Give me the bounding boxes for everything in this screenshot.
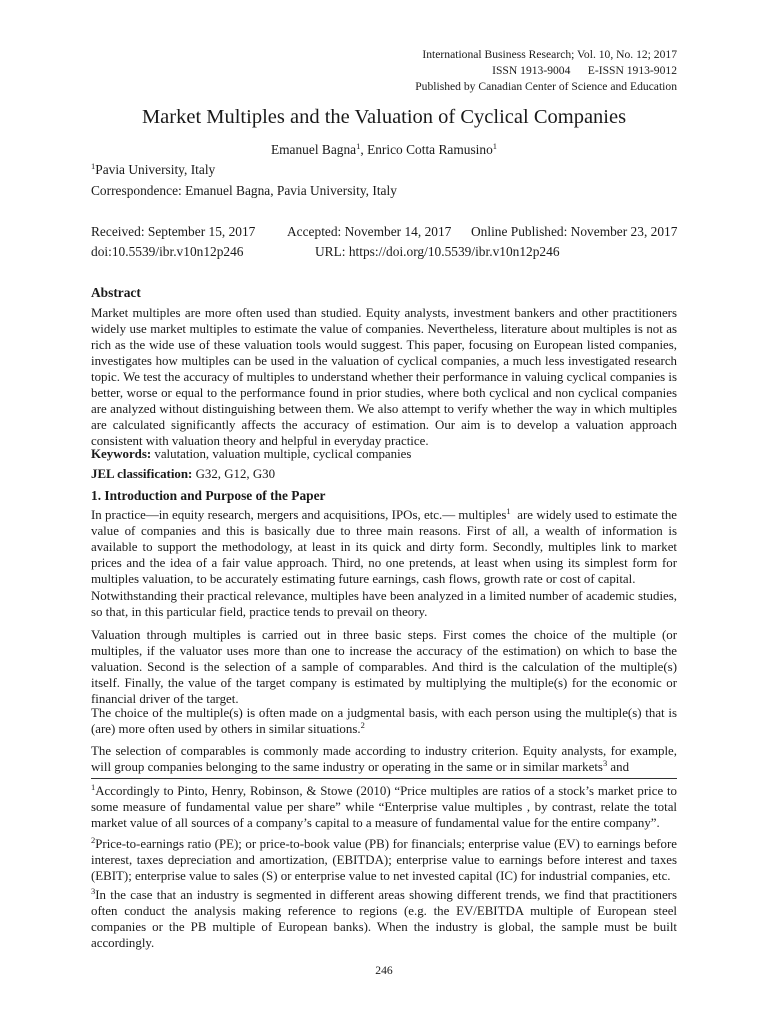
paragraph-text: are widely used to estimate the value of companies and this is basically due to three main reasons. First of all, a wealth of information is available to support the methodology, at least in its quick and dirty form. Secondly, multiples link to market prices and the idea of a fair value approach. Third, no one pretends, at least when using its simplest form for multiples valuation, to be accurately estimating future earnings, cash flows, growth rate or cost of capital. [91, 508, 681, 586]
author-name: Emanuel Bagna [270, 142, 357, 157]
jel-classification [91, 466, 275, 483]
page-number: 246 [375, 964, 393, 977]
footnote-number: 2 [91, 835, 96, 845]
section-heading: 1. Introduction and Purpose of the Paper [91, 488, 326, 503]
affiliation-text: Pavia University, Italy [95, 162, 216, 177]
doi-url[interactable]: URL: https://doi.org/10.5539/ibr.v10n12p246 [315, 244, 560, 259]
footnote-mark: 1 [506, 506, 511, 516]
author-name: Enrico Cotta Ramusino [367, 142, 493, 157]
footnote-mark: 2 [360, 720, 365, 730]
author-list [91, 141, 677, 158]
footnote-divider [91, 778, 677, 779]
paragraph [91, 705, 677, 737]
journal-publisher-line: Published by Canadian Center of Science and Education [415, 80, 677, 93]
journal-header [415, 47, 677, 95]
received-date: Received: September 15, 2017 [91, 224, 256, 239]
affiliation [91, 161, 215, 178]
footnote-number: 1 [91, 782, 96, 792]
paragraph [91, 506, 681, 587]
journal-issn-line: ISSN 1913-9004 E-ISSN 1913-9012 [492, 64, 677, 77]
published-date: Online Published: November 23, 2017 [471, 224, 678, 239]
paragraph-text: The choice of the multiple(s) is often made on a judgmental basis, with each person using the multiple(s) that is (are) more often used by others in similar situations. [91, 706, 677, 736]
jel-label: JEL classification: [91, 467, 193, 481]
affiliation-mark: 1 [91, 161, 96, 171]
footnote [91, 783, 677, 831]
paragraph-text: and [607, 760, 630, 774]
paragraph: Valuation through multiples is carried out in three basic steps. First comes the choice of the multiple (or multiples, if the valuator uses more than one to increase the accuracy of the estimation) on which to base the valuation. Second is the selection of a sample of comparables. And third is the calculation of the multiple(s) itself. Finally, the value of the target company is estimated by multiplying the multiple(s) for the economic or financial driver of the target. [91, 628, 677, 706]
journal-volume-line: International Business Research; Vol. 10, No. 12; 2017 [422, 48, 677, 61]
footnote-mark: 3 [602, 758, 608, 768]
accepted-date: Accepted: November 14, 2017 [287, 224, 452, 239]
footnote [91, 887, 677, 951]
footnote-number: 3 [91, 886, 96, 896]
paragraph-text: In practice—in equity research, mergers and acquisitions, IPOs, etc.— multiples [91, 508, 507, 522]
author-separator: , [360, 142, 368, 157]
doi: doi:10.5539/ibr.v10n12p246 [91, 244, 244, 259]
keywords [91, 446, 411, 463]
footnote-text: In the case that an industry is segmented in different areas showing different trends, we find that practitioners often conduct the analysis making reference to regions (e.g. the EV/EBITDA multiple of European steel companies or the PB multiple of European banks). When the industry is global, the sample must be built accordingly. [91, 888, 677, 950]
keywords-label: Keywords: [91, 447, 152, 461]
correspondence: Correspondence: Emanuel Bagna, Pavia University, Italy [91, 183, 397, 198]
abstract-text: Market multiples are more often used than studied. Equity analysts, investment bankers and other practitioners widely use market multiples to estimate the value of companies. Nevertheless, literature about multiples is not as rich as the wide use of these valuation tools would suggest. This paper, focusing on European listed companies, investigates how multiples can be used in the valuation of cyclical companies, a much less investigated research topic. We test the accuracy of multiples to understand whether their performance in valuing cyclical companies is better, worse or equal to the performance found in prior studies, where both cyclical and non cyclical companies are analyzed without distinguishing between them. We also attempt to verify whether the way in which multiples are calculated significantly affects the accuracy of estimation. Our aim is to develop a valuation approach consistent with valuation theory and helpful in everyday practice. [91, 306, 677, 448]
footnote-text: Price-to-earnings ratio (PE); or price-to-book value (PB) for financials; enterprise value (EV) to earnings before interest, taxes depreciation and amortization, (EBITDA); enterprise value to earnings before interest and taxes (EBIT); enterprise value to sales (S) or enterprise value to net invested capital (IC) for industrial companies, etc. [91, 837, 677, 883]
paragraph [91, 743, 677, 775]
footnote-text: Accordingly to Pinto, Henry, Robinson, & Stowe (2010) “Price multiples are ratios of a stock’s market price to some measure of fundamental value per share” while “Enterprise value multiples , by contrast, relate the total market value of all sources of a company’s capital to a measure of fundamental value for the entire company”. [91, 784, 677, 830]
paper-page [91, 0, 681, 1024]
paragraph-text: The selection of comparables is commonly made according to industry criterion. Equity analysts, for example, will group companies belonging to the same industry or operating in the same or in similar markets [91, 744, 677, 774]
abstract-heading: Abstract [91, 285, 141, 300]
keywords-text: valutation, valuation multiple, cyclical companies [151, 447, 412, 461]
paragraph: Notwithstanding their practical relevance, multiples have been analyzed in a limited number of academic studies, so that, in this particular field, practice tends to prevail on theory. [91, 589, 677, 619]
footnote [91, 836, 677, 884]
author-affiliation-mark: 1 [492, 141, 498, 151]
paper-title: Market Multiples and the Valuation of Cyclical Companies [141, 106, 627, 128]
author-affiliation-mark: 1 [356, 141, 361, 151]
jel-codes: G32, G12, G30 [192, 467, 276, 481]
